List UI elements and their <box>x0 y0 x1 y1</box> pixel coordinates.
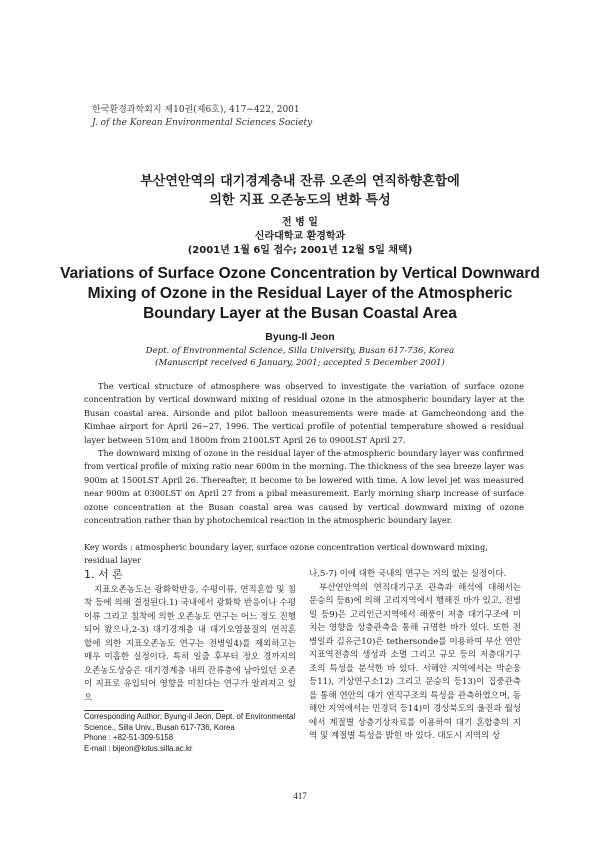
korean-author-name: 전 병 일 <box>282 217 318 228</box>
manuscript-dates: (Manuscript received 6 January, 2001; accepted 5 December 2001) <box>155 358 445 368</box>
correspondence-block <box>84 712 296 754</box>
english-title-line-3: Boundary Layer at the Busan Coastal Area <box>143 305 457 322</box>
abstract-paragraph-1: The vertical structure of atmosphere was observed to investigate the variation of surface ozone concentration by vertical downward mixing of residual ozone in the atmospheric boundary layer at the Busan coastal area. Airsonde and pilot balloon measurements were made at Gamcheondong and the Kimhae airport for April 26~27, 1996. The vertical profile of potential temperature showed a residual layer between 510m and 1800m from 2100LST April 26 to 0900LST April 27. <box>84 381 524 445</box>
intro-continuation: 나,5-7) 이에 대한 국내의 연구는 거의 없는 실정이다. <box>309 569 507 579</box>
journal-name-en: J. of the Korean Environmental Sciences Society <box>92 118 313 128</box>
correspondence-phone: Phone : +82-51-309-5158 <box>84 733 174 742</box>
english-title-line-1: Variations of Surface Ozone Concentration by Vertical Downward <box>60 265 540 282</box>
english-affiliation: Dept. of Environmental Science, Silla University, Busan 617-736, Korea <box>145 346 455 356</box>
korean-title-line-1: 부산연안역의 대기경계층내 잔류 오존의 연직하향혼합에 <box>140 174 460 189</box>
intro-paragraph-right: 부산연안역의 연직대기구조 관측과 해석에 대해서는 문승의 등8)에 의해 고리지역에서 행해진 바가 있고, 전병일 등9)은 고리인근지역에서 해풍이 저층 대기구조에 미치는 영향을 상층관측을 통해 규명한 바가 있다. 또한 전병일과 김유근10)은 tethersonde를 이용하여 부산 연안 지표역전층의 생성과 소멸 그리고 규모 등의 저층대기구조의 특성을 분석한 바 있다. 서해안 지역에서는 박순웅 등11), 기상연구소12) 그리고 문승의 등13)이 집중관측을 통해 연안의 대기 연직구조의 특성을 관측하였으며, 동해안 지역에서는 민경덕 등14)이 경상북도의 울진과 월성에서 계절별 상층기상자료를 이용하여 대기 혼합층의 지역 및 계절별 특성을 밝힌 바 있다. 대도시 지역의 상 <box>309 582 521 741</box>
korean-title <box>60 172 540 210</box>
correspondence-line-1: Corresponding Author; Byung-il Jeon, Dept. of Environmental <box>84 712 296 721</box>
intro-paragraph-left: 지표오존농도는 광화학반응, 수평이류, 연직혼합 및 침착 등에 의해 결정된다.1) 국내에서 광화학 반응이나 수평이류 그리고 침착에 의한 오존농도 연구는 어느 정도 진행되어 왔으나,2-3) 대기경계층 내 대기오염물질의 연직혼합에 의한 지표오존농도 연구는 전병일4)를 제외하고는 매우 미흡한 실정이다. 특히 일출 후부터 정오 경까지의 오존농도상승은 대기경계층 내의 잔류층에 남아있던 오존이 지표로 유입되어 영향을 미친다는 연구가 알려져고 있으 <box>84 584 296 703</box>
korean-dates: (2001년 1월 6일 접수; 2001년 12월 5일 채택) <box>187 245 413 256</box>
korean-title-line-2: 의한 지표 오존농도의 변화 특성 <box>209 193 391 208</box>
abstract-paragraph-2: The downward mixing of ozone in the residual layer of the atmospheric boundary layer was confirmed from vertical profile of mixing ratio near 600m in the morning. The thickness of the sea breeze layer was 900m at 1500LST April 26. Thereafter, it become to be lowered with time. A low level jet was measured near 900m at 0300LST on April 27 from a pibal measurement. Early morning sharp increase of surface ozone concentration at the Busan coastal area was caused by vertical downward mixing of ozone concentration rather than by photochemical reaction in the atmospheric boundary layer. <box>84 448 524 526</box>
english-author-name: Byung-Il Jeon <box>265 331 335 343</box>
english-affiliation-block <box>60 345 540 369</box>
page-number: 417 <box>293 791 307 801</box>
footnote-divider <box>84 710 224 711</box>
korean-affiliation: 신라대학교 환경학과 <box>254 231 346 242</box>
journal-header <box>92 104 312 130</box>
correspondence-email: E-mail : bijeon@lotus.silla.ac.kr <box>84 743 193 753</box>
abstract <box>84 380 524 527</box>
right-column <box>309 568 521 744</box>
journal-citation-ko: 한국환경과학회지 제10권(제6호), 417~422, 2001 <box>92 105 300 115</box>
keywords: Key words : atmospheric boundary layer, surface ozone concentration vertical downward mixing, residual layer <box>84 542 488 565</box>
left-column <box>84 568 296 705</box>
correspondence-line-2: Science., Silla Univ., Busan 617-736, Korea <box>84 722 235 732</box>
korean-author-block <box>60 216 540 258</box>
english-title-line-2: Mixing of Ozone in the Residual Layer of the Atmospheric <box>87 285 513 302</box>
section-heading: 1. 서 론 <box>84 568 123 581</box>
english-title <box>40 264 560 324</box>
